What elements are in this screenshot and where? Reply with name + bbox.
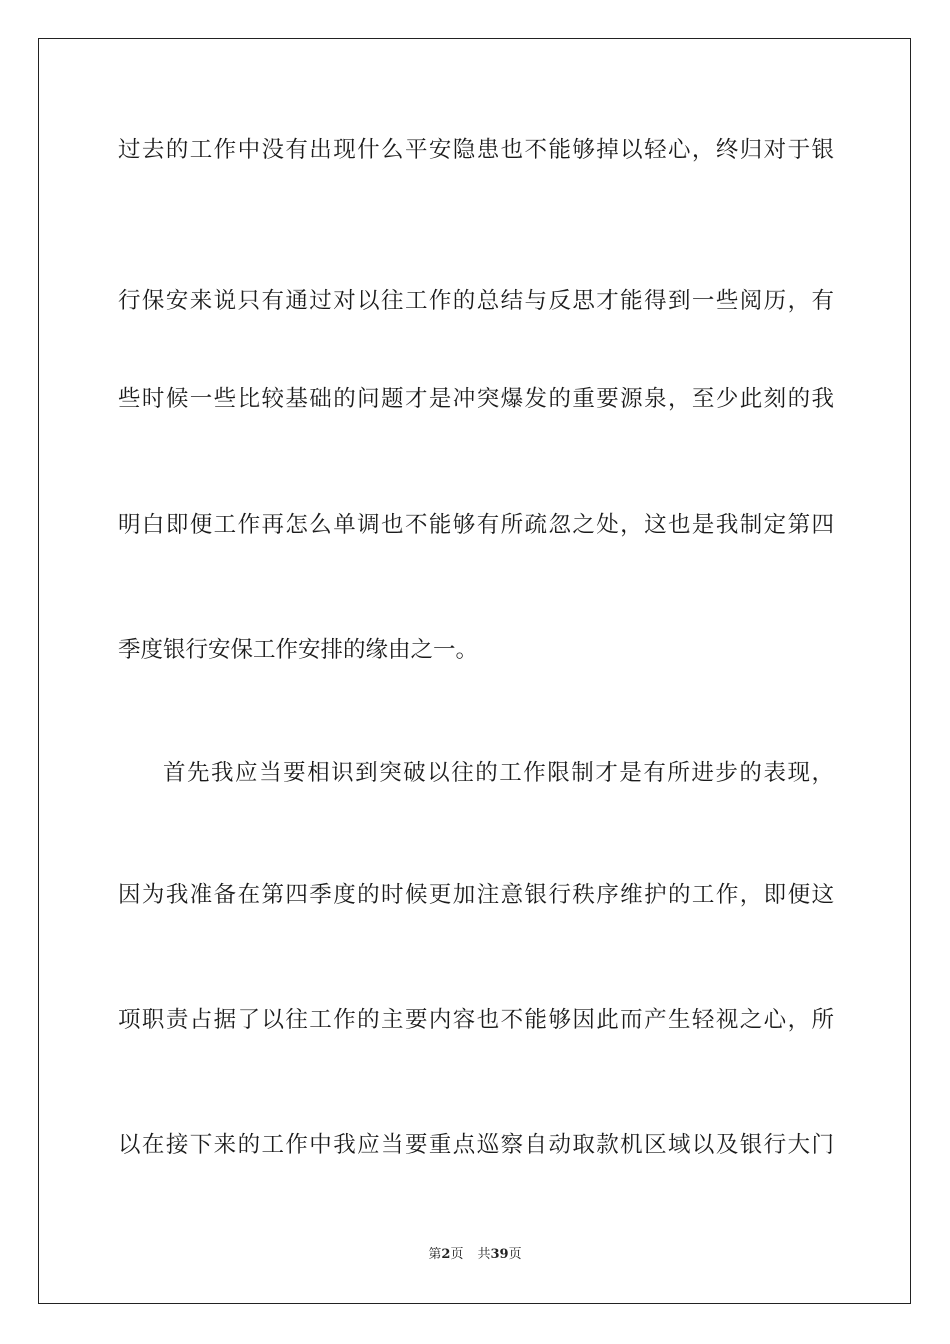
body-text-line-9: 以在接下来的工作中我应当要重点巡察自动取款机区域以及银行大门: [118, 1132, 834, 1158]
page-number: 2: [441, 1247, 451, 1262]
body-text-line-5: 季度银行安保工作安排的缘由之一。: [118, 637, 479, 663]
body-text-line-2: 行保安来说只有通过对以往工作的总结与反思才能得到一些阅历，有: [118, 288, 834, 314]
body-text-line-8: 项职责占据了以往工作的主要内容也不能够因此而产生轻视之心，所: [118, 1007, 834, 1033]
page-footer: [0, 1246, 950, 1264]
body-text-line-1: 过去的工作中没有出现什么平安隐患也不能够掉以轻心，终归对于银: [118, 137, 834, 163]
page-suffix: 页: [450, 1247, 464, 1262]
page-prefix: 第: [428, 1247, 442, 1262]
body-text-line-7: 因为我准备在第四季度的时候更加注意银行秩序维护的工作，即便这: [118, 882, 834, 908]
body-text-line-3: 些时候一些比较基础的问题才是冲突爆发的重要源泉，至少此刻的我: [118, 386, 834, 412]
paragraph-first-line: 首先我应当要相识到突破以往的工作限制才是有所进步的表现，: [163, 760, 834, 786]
total-pages: 39: [490, 1247, 509, 1262]
total-prefix: 共: [477, 1247, 491, 1262]
body-text-line-4: 明白即便工作再怎么单调也不能够有所疏忽之处，这也是我制定第四: [118, 512, 834, 538]
total-suffix: 页: [508, 1247, 522, 1262]
page-border: [38, 38, 911, 1304]
